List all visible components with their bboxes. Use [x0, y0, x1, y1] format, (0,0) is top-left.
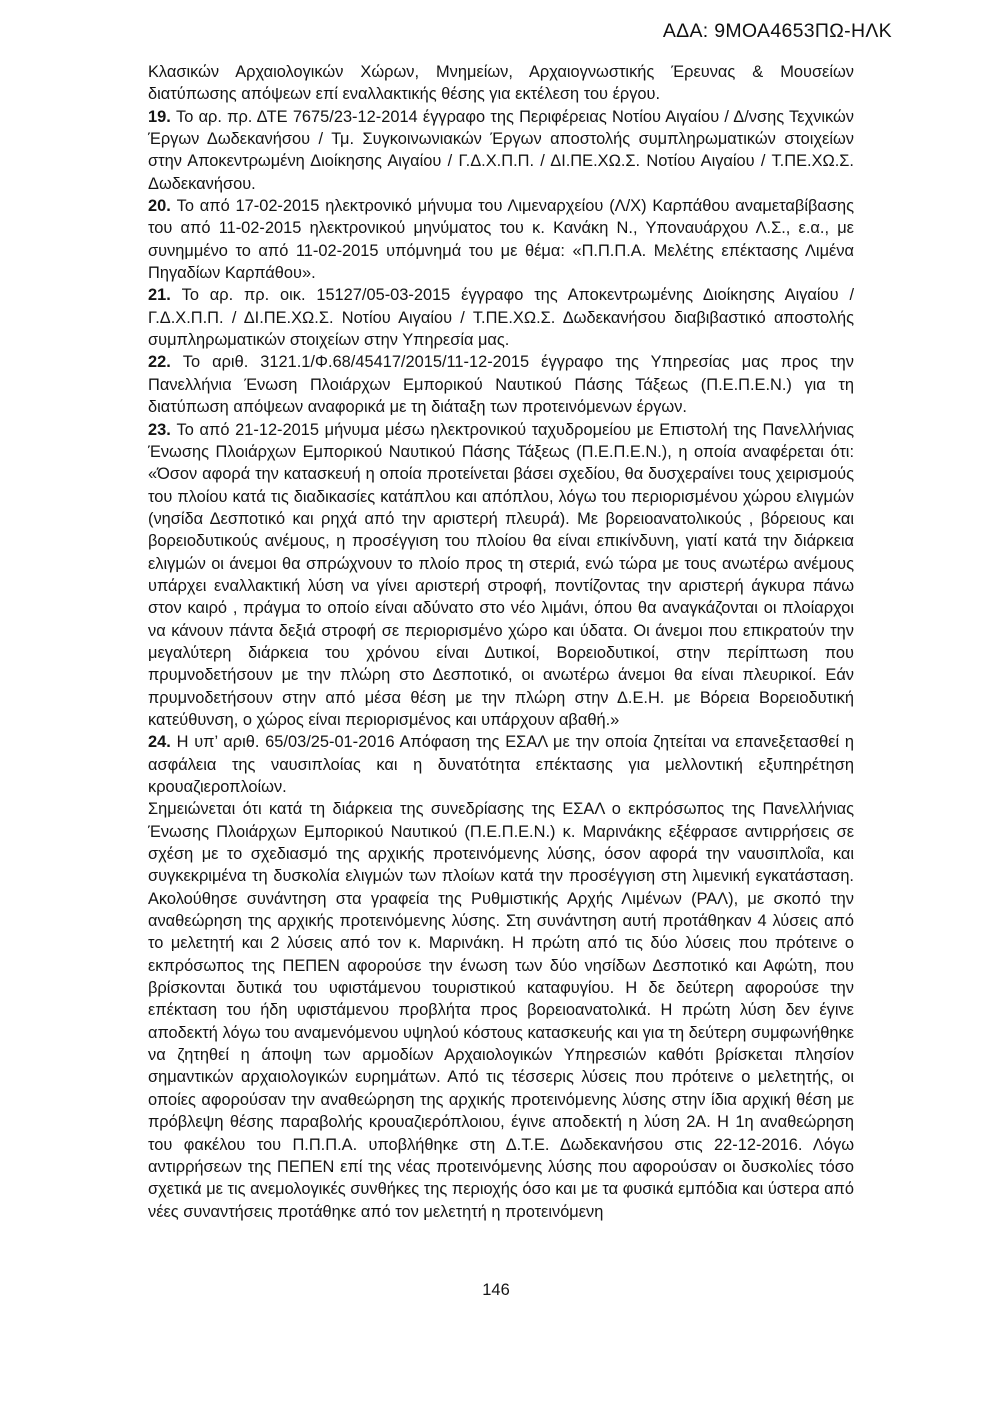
ada-registration-stamp: ΑΔΑ: 9ΜΟΑ4653ΠΩ-ΗΛΚ	[662, 20, 892, 42]
paragraph-number: 24.	[148, 733, 177, 752]
numbered-paragraph-19	[148, 106, 854, 195]
numbered-paragraph-21	[148, 284, 854, 351]
paragraph-number: 19.	[148, 107, 177, 126]
paragraph-text: Το αριθ. 3121.1/Φ.68/45417/2015/11-12-2015 έγγραφο της Υπηρεσίας μας προς την Πανελλήνια Ένωση Πλοιάρχων Εμπορικού Ναυτικού Πάσης Τάξεως (Π.Ε.Π.Ε.Ν.) για τη διατύπωση απόψεων αναφορικά με τη διάταξη των προτεινόμενων έργων.	[148, 353, 854, 417]
numbered-paragraph-22	[148, 351, 854, 418]
paragraph-text: Σημειώνεται ότι κατά τη διάρκεια της συνεδρίασης της ΕΣΑΛ ο εκπρόσωπος της Πανελλήνιας Ένωσης Πλοιάρχων Εμπορικού Ναυτικού (Π.Ε.Π.Ε.Ν.) κ. Μαρινάκης εξέφρασε αντιρρήσεις σε σχέση με το σχεδιασμό της αρχικής προτεινόμενης λύσης, όσον αφορά την ναυσιπλοΐα, και συγκεκριμένα τη δυσκολία ελιγμών των πλοίων κατά την προσέγγιση στη λιμενική εγκατάσταση. Ακολούθησε συνάντηση στα γραφεία της Ρυθμιστικής Αρχής Λιμένων (ΡΑΛ), με σκοπό την αναθεώρηση της αρχικής προτεινόμενης λύσης. Στη συνάντηση αυτή προτάθηκαν 4 λύσεις από το μελετητή και 2 λύσεις από τον κ. Μαρινάκη. Η πρώτη από τις δύο λύσεις που πρότεινε ο εκπρόσωπος της ΠΕΠΕΝ αφορούσε την ένωση των δύο νησίδων Δεσποτικό και Αφώτη, που βρίσκονται δυτικά του υφιστάμενου τουριστικού καταφυγίου. Η δε δεύτερη αφορούσε την επέκταση του ήδη υφιστάμενου προβλήτα προς βορειοανατολικά. Η πρώτη λύση δεν έγινε αποδεκτή λόγω του αναμενόμενου υψηλού κόστους κατασκευής και για τη δεύτερη συμφωνήθηκε να ζητηθεί η άποψη των αρμοδίων Αρχαιολογικών Υπηρεσιών καθότι βρίσκεται πλησίον σημαντικών αρχαιολογικών ευρημάτων. Από τις τέσσερις λύσεις που πρότεινε ο μελετητής, οι οποίες αφορούσαν την αναθεώρηση της αρχικής προτεινόμενης λύσης στην ίδια αρχική θέση με πρόβλεψη θέσης παραβολής κρουαζιερόπλοιου, έγινε αποδεκτή η λύση 2Α. Η 1η αναθεώρηση του φακέλου του Π.Π.Π.Α. υποβλήθηκε στη Δ.Τ.Ε. Δωδεκανήσου στις 22-12-2016. Λόγω αντιρρήσεων της ΠΕΠΕΝ επί της νέας προτεινόμενης λύσης που αφορούσαν οι δυσκολίες τόσο σχετικά με τις ανεμολογικές συνθήκες της περιοχής όσο και με τα φυσικά εμπόδια και ύστερα από νέες συναντήσεις προτάθηκε από τον μελετητή η προτεινόμενη	[148, 800, 854, 1221]
numbered-paragraph-20	[148, 195, 854, 284]
paragraph-text: Κλασικών Αρχαιολογικών Χώρων, Μνημείων, Αρχαιογνωστικής Έρευνας & Μουσείων διατύπωσης απόψεων επί εναλλακτικής θέσης για εκτέλεση του έργου.	[148, 63, 854, 104]
paragraph-number: 23.	[148, 420, 177, 439]
paragraph-text: Η υπ’ αριθ. 65/03/25-01-2016 Απόφαση της ΕΣΑΛ με την οποία ζητείται να επανεξετασθεί η ασφάλεια της ναυσιπλοίας και η δυνατότητα επέκτασης για μελλοντική εξυπηρέτηση κρουαζιεροπλοίων.	[148, 733, 855, 796]
document-body	[148, 61, 854, 1223]
paragraph-text: Το από 21-12-2015 μήνυμα μέσω ηλεκτρονικού ταχυδρομείου με Επιστολή της Πανελλήνιας Ένωσης Πλοιάρχων Εμπορικού Ναυτικού Πάσης Τάξεως (Π.Ε.Π.Ε.Ν.), η οποία αναφέρεται ότι: «Όσον αφορά την κατασκευή η οποία προτείνεται βάσει σχεδίου, θα δυσχεραίνει τους χειρισμούς του πλοίου κατά τις διαδικασίες κατάπλου και απόπλου, λόγω του περιορισμένου χώρου ελιγμών (νησίδα Δεσποτικό και ρηχά από την αριστερή πλευρά). Με βορειοανατολικούς , βόρειους και βορειοδυτικούς ανέμους, η προσέγγιση του πλοίου θα είναι επικίνδυνη, γιατί κατά την διάρκεια ελιγμών οι άνεμοι θα σπρώχνουν το πλοίο προς τη στεριά, ενώ τώρα με τους ανωτέρω ανέμους υπάρχει εναλλακτική λύση να γίνει αριστερή στροφή, ποντίζοντας την αριστερή άγκυρα πάνω στον καιρό , πράγμα το οποίο είναι αδύνατο στο νέο λιμάνι, όπου θα αναγκάζονται οι πλοίαρχοι να κάνουν πάντα δεξιά στροφή σε περιορισμένο χώρο και ύδατα. Οι άνεμοι που επικρατούν την μεγαλύτερη διάρκεια του χρόνου είναι Δυτικοί, Βορειοδυτικοί, στην περίπτωση που πρυμνοδετήσουν με την πλώρη στο Δεσποτικό, οι ανωτέρω άνεμοι θα είναι πλευρικοί. Εάν πρυμνοδετήσουν στην από μέσα θέση με την πλώρη στην Δ.Ε.Η. με Βόρεια Βορειοδυτική κατεύθυνση, ο χώρος είναι περιορισμένος και υπάρχουν αβαθή.»	[148, 420, 855, 729]
paragraph-number: 22.	[148, 353, 183, 372]
paragraph-text: Το αρ. πρ. οικ. 15127/05-03-2015 έγγραφο της Αποκεντρωμένης Διοίκησης Αιγαίου / Γ.Δ.Χ.Π.Π. / ΔΙ.ΠΕ.ΧΩ.Σ. Νοτίου Αιγαίου / Τ.ΠΕ.ΧΩ.Σ. Δωδεκανήσου διαβιβαστικό αποστολής συμπληρωματικών στοιχείων στην Υπηρεσία μας.	[148, 286, 854, 350]
numbered-paragraph-24	[148, 731, 854, 798]
numbered-paragraph-23	[148, 419, 854, 732]
paragraph-number: 20.	[148, 197, 177, 216]
paragraph-number: 21.	[148, 286, 182, 305]
paragraph-text: Το από 17-02-2015 ηλεκτρονικό μήνυμα του Λιμεναρχείου (Λ/Χ) Καρπάθου αναμεταβίβασης του από 11-02-2015 ηλεκτρονικού μηνύματος του κ. Κανάκη Ν., Υποναυάρχου Λ.Σ., ε.α., με συνημμένο το από 11-02-2015 υπόμνημά του με θέμα: «Π.Π.Π.Α. Μελέτης επέκτασης Λιμένα Πηγαδίων Καρπάθου».	[148, 197, 854, 283]
paragraph-continuation	[148, 61, 854, 106]
paragraph-note	[148, 798, 854, 1223]
page-number: 146	[482, 1281, 510, 1299]
paragraph-text: Το αρ. πρ. ΔΤΕ 7675/23-12-2014 έγγραφο της Περιφέρειας Νοτίου Αιγαίου / Δ/νσης Τεχνικών Έργων Δωδεκανήσου / Τμ. Συγκοινωνιακών Έργων αποστολής συμπληρωματικών στοιχείων στην Αποκεντρωμένη Διοίκησης Αιγαίου / Γ.Δ.Χ.Π.Π. / ΔΙ.ΠΕ.ΧΩ.Σ. Νοτίου Αιγαίου / Τ.ΠΕ.ΧΩ.Σ. Δωδεκανήσου.	[148, 107, 854, 193]
